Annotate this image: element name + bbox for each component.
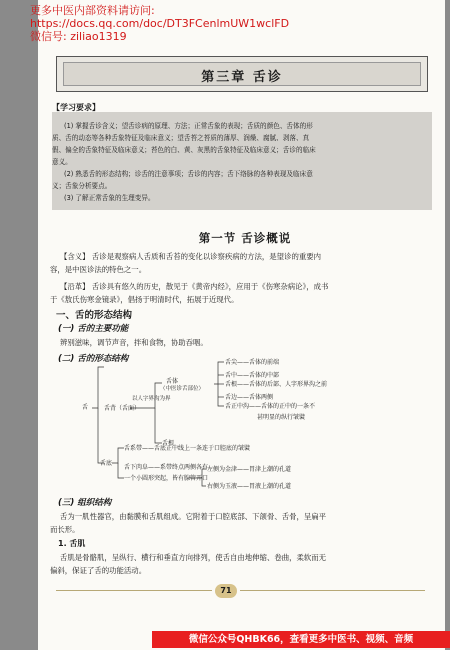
- history-line-1: 【沿革】 舌诊具有悠久的历史，散见于《黄帝内经》，应用于《伤寒杂病论》，成书: [60, 282, 329, 291]
- diagram-part: 舌边——舌体两侧: [225, 394, 274, 401]
- muscle-line-1: 舌肌是骨骼肌，呈纵行、横行和垂直方向排列，使舌自由地伸缩、卷曲，柔软而无: [60, 553, 327, 562]
- requirements-line: 假、偏全的舌象特征及临床意义；苔色的白、黄、灰黑的舌象特征及临床意义；舌诊的临床: [52, 146, 316, 154]
- section-title: 第一节 舌诊概说: [198, 231, 292, 245]
- footer-rule-left: [56, 590, 212, 591]
- subheading-function: (一) 舌的主要功能: [58, 324, 129, 334]
- diagram-tongue-body: 舌体: [166, 378, 179, 385]
- watermark-wechat: 微信号: ziliao1319: [30, 30, 127, 43]
- diagram-boundary: 以人字界沟为界: [132, 396, 171, 402]
- diagram-tongue-root: 舌根: [162, 440, 175, 447]
- diagram-part: 舌正中沟——舌体的正中的一条不: [225, 403, 316, 410]
- diagram-part: 舌中——舌体的中部: [225, 372, 280, 379]
- requirements-line: (2) 熟悉舌的形态结构；诊舌的注意事项；舌诊的内容；舌下络脉的各种表现及临床意: [64, 170, 313, 178]
- function-text: 辨别滋味，调节声音，拌和食物，协助吞咽。: [60, 338, 208, 347]
- diagram-under-item: 舌系带——舌底正中线上一条连于口腔底的皱襞: [124, 445, 251, 452]
- page-number: 71: [215, 584, 237, 598]
- watermark-url[interactable]: https://docs.qq.com/doc/DT3FCenlmUW1wclFD: [30, 17, 290, 30]
- meaning-line-2: 容，是中医诊法的特色之一。: [50, 265, 147, 274]
- diagram-tongue-back: 舌背（舌面）: [104, 405, 141, 412]
- diagram-part: 甚明显的纵行皱襞: [257, 414, 306, 421]
- diagram-part: 舌根——舌体的后部、人字形界沟之前: [225, 381, 328, 388]
- diagram-under-item: 一个小圆形突起，皆有腺管开口: [124, 475, 209, 482]
- requirements-line: (1) 掌握舌诊含义；望舌诊病的原理、方法；正常舌象的表现；舌质的颜色、舌体的形: [64, 122, 313, 130]
- meaning-line-1: 【含义】 舌诊是观察病人舌质和舌苔的变化以诊察疾病的方法，是望诊的重要内: [60, 252, 322, 261]
- diagram-tongue-body-sub: （中医诊舌部位）: [160, 386, 205, 392]
- promo-banner[interactable]: 微信公众号QHBK66，查看更多中医书、视频、音频: [152, 631, 450, 648]
- chapter-title: 第三章 舌诊: [201, 70, 283, 85]
- footer-rule-right: [240, 590, 425, 591]
- tissue-line-2: 而长形。: [50, 525, 80, 534]
- requirements-line: 义；舌象分析要点。: [52, 182, 112, 190]
- subheading-structure: (二) 舌的形态结构: [58, 354, 129, 364]
- diagram-underside: 舌底: [100, 460, 113, 467]
- diagram-root: 舌: [82, 404, 89, 411]
- diagram-part: 舌尖——舌体的前端: [225, 359, 280, 366]
- watermark-line-1: 更多中医内部资料请访问:: [30, 4, 155, 17]
- history-line-2: 于《敖氏伤寒金镜录》，倡扬于明清时代，拓展于近现代。: [50, 295, 239, 304]
- tissue-line-1: 舌为一肌性器官，由黏膜和舌肌组成。它附着于口腔底部、下颌骨、舌骨，呈扁平: [60, 512, 327, 521]
- heading-morphology: 一、舌的形态结构: [56, 310, 133, 321]
- muscle-line-2: 偏斜，保证了舌的功能活动。: [50, 566, 147, 575]
- heading-muscle: 1. 舌肌: [58, 539, 86, 548]
- diagram-under-item: 舌下肉阜——系带终点两侧各有: [124, 464, 209, 471]
- requirements-label: 【学习要求】: [52, 103, 100, 112]
- diagram-under-right: 右侧为玉液——胃液上潮的孔道: [207, 483, 292, 490]
- subheading-tissue: (三) 组织结构: [58, 498, 112, 508]
- requirements-line: 意义。: [52, 158, 72, 166]
- requirements-line: 质、舌的动态等各种舌象特征及临床意义；望舌苔之苔质的薄厚、润燥、腐腻、剥落、真: [52, 134, 310, 142]
- requirements-line: (3) 了解正常舌象的生理变异。: [64, 194, 155, 202]
- diagram-under-right: 左侧为金津——胃津上潮的孔道: [207, 466, 292, 473]
